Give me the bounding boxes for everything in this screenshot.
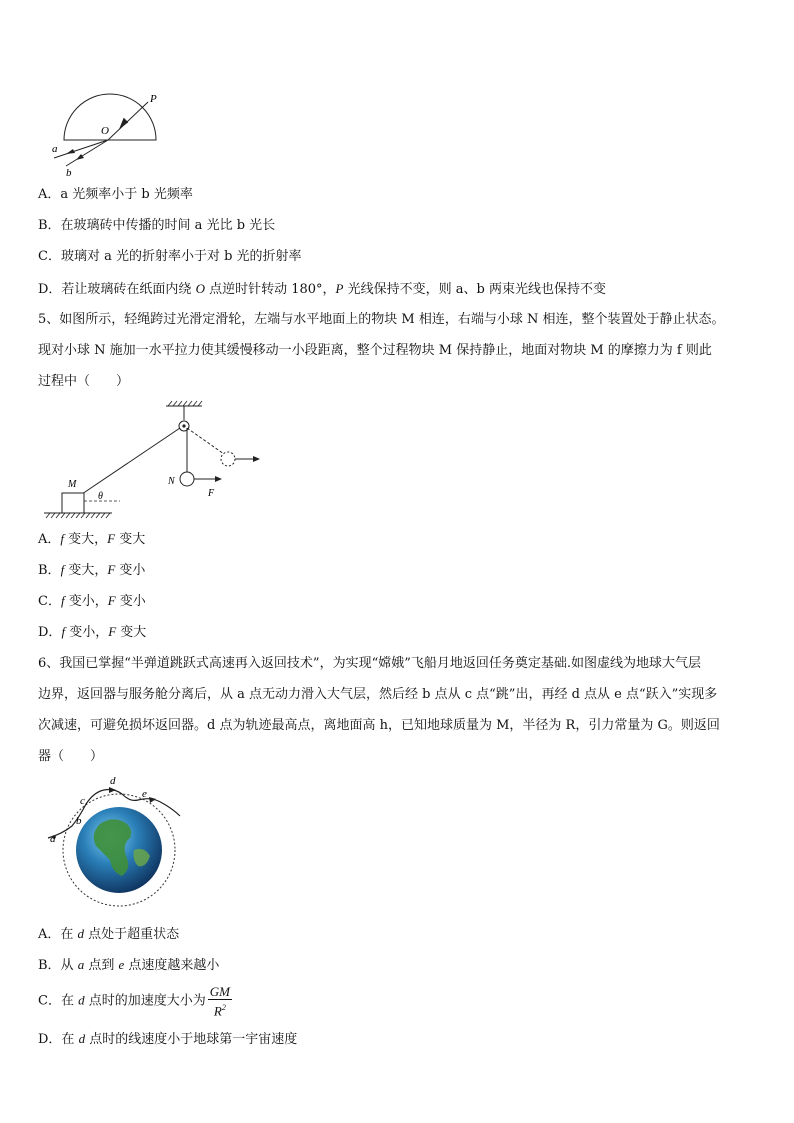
fraction-numerator: GM	[209, 984, 230, 999]
label-f: F	[208, 488, 215, 499]
gm-over-r2-fraction	[208, 984, 232, 1018]
q4-d-p: P	[335, 281, 344, 296]
force-arrowhead	[215, 476, 222, 482]
label-a: a	[52, 143, 58, 155]
semicircle-glass	[64, 94, 156, 140]
q5-d-letter: D．	[38, 625, 62, 640]
ball-new-position	[221, 452, 235, 466]
q6-option-c	[38, 984, 232, 1018]
ceiling-hatch	[168, 401, 202, 406]
q5-b-text1: 变大，	[64, 563, 108, 578]
q6-c-prefix: C．在	[38, 993, 79, 1009]
q4-option-d	[38, 280, 606, 299]
q6-stem-line4: 器（ ）	[38, 749, 104, 764]
q4-option-c: C．玻璃对 a 光的折射率小于对 b 光的折射率	[38, 249, 302, 264]
q6-a-suffix: 点处于超重状态	[84, 927, 180, 942]
q5-c-letter: C．	[38, 594, 61, 609]
q6-a-var: d	[77, 926, 85, 941]
ball-n	[180, 472, 194, 486]
q4-d-mid: 点逆时针转动 180°，	[204, 282, 336, 297]
label-b: b	[76, 815, 82, 827]
q5-a-f: f	[60, 531, 65, 546]
label-o: O	[101, 125, 109, 137]
q5-stem-line2: 现对小球 N 施加一水平拉力使其缓慢移动一小段距离，整个过程物块 M 保持静止，地面对物块 M 的摩擦力为 f 则此	[38, 343, 712, 358]
q4-d-prefix: D．若让玻璃砖在纸面内绕	[38, 282, 196, 297]
q4-d-o: O	[195, 281, 205, 296]
q6-c-suffix: 点时的加速度大小为	[84, 993, 206, 1009]
q6-d-var: d	[78, 1031, 86, 1046]
q5-d-text2: 变大	[116, 625, 147, 640]
ground-hatch	[46, 513, 110, 518]
block-m	[62, 493, 84, 513]
q5-option-c	[38, 592, 146, 611]
ray-b-arrow	[76, 154, 84, 160]
q6-stem-line3: 次减速，可避免损坏返回器。d 点为轨迹最高点，离地面高 h，已知地球质量为 M，半径为 R，引力常量为 G。则返回	[38, 718, 720, 733]
rope-left	[82, 428, 180, 494]
label-a: a	[50, 833, 56, 845]
q4-option-b: B．在玻璃砖中传播的时间 a 光比 b 光长	[38, 218, 276, 233]
ray-p-arrow	[120, 118, 128, 128]
q5-a-text1: 变大，	[64, 532, 108, 547]
q4-option-a: A．a 光频率小于 b 光频率	[38, 187, 193, 202]
fraction-denominator-exp: 2	[221, 1003, 226, 1012]
q6-b-var1: a	[77, 957, 85, 972]
ray-a-arrow	[66, 149, 75, 154]
q5-c-text1: 变小，	[64, 594, 108, 609]
q5-d-F: F	[108, 624, 117, 639]
q5-option-a	[38, 530, 145, 549]
label-theta: θ	[98, 491, 103, 502]
q4-d-suffix: 光线保持不变，则 a、b 两束光线也保持不变	[343, 282, 606, 297]
q5-b-F: F	[107, 562, 116, 577]
fraction-denominator	[208, 1000, 232, 1018]
label-e: e	[142, 788, 147, 800]
q5-a-text2: 变大	[115, 532, 146, 547]
label-b: b	[66, 167, 72, 178]
force-arrowhead-new	[253, 456, 260, 462]
trajectory-arrow-d	[109, 787, 116, 793]
q5-b-f: f	[60, 562, 65, 577]
q6-a-prefix: A．在	[38, 927, 78, 942]
q5-d-text1: 变小，	[65, 625, 109, 640]
q6-option-d	[38, 1030, 297, 1049]
q6-stem-line2: 边界，返回器与服务舱分离后，从 a 点无动力滑入大气层，然后经 b 点从 c 点“跳”出，再经 d 点从 e 点“跃入”实现多	[38, 687, 718, 702]
q5-stem-line3: 过程中（ ）	[38, 374, 130, 389]
fraction-denominator-base: R	[213, 1003, 222, 1019]
q6-b-prefix: B．从	[38, 958, 78, 973]
q5-c-text2: 变小	[115, 594, 146, 609]
label-p: P	[150, 93, 157, 105]
q6-stem-line1: 6、我国已掌握“半弹道跳跃式高速再入返回技术”，为实现“嫦娥”飞船月地返回任务奠定基础.如图虚线为地球大气层	[38, 656, 701, 671]
q6-b-suffix: 点速度越来越小	[124, 958, 220, 973]
label-d: d	[110, 775, 116, 787]
pulley-figure	[40, 398, 270, 524]
q5-a-letter: A．	[38, 532, 61, 547]
q5-c-F: F	[107, 593, 116, 608]
q6-b-var2: e	[118, 957, 125, 972]
q6-d-suffix: 点时的线速度小于地球第一宇宙速度	[85, 1032, 298, 1047]
q6-c-var: d	[78, 992, 85, 1008]
rope-dashed	[187, 428, 224, 454]
q6-option-a	[38, 925, 179, 944]
refraction-figure	[44, 84, 174, 178]
ray-p	[108, 102, 148, 140]
q6-d-prefix: D．在	[38, 1032, 79, 1047]
q5-a-F: F	[107, 531, 116, 546]
label-m: M	[68, 479, 77, 490]
q5-d-f: f	[61, 624, 66, 639]
q6-option-b	[38, 956, 219, 975]
q5-stem-line1: 5、如图所示，轻绳跨过光滑定滑轮，左端与水平地面上的物块 M 相连，右端与小球 N 相连，整个装置处于静止状态。	[38, 312, 725, 327]
q5-c-f: f	[60, 593, 65, 608]
q5-option-b	[38, 561, 145, 580]
label-n: N	[168, 476, 175, 487]
q6-b-mid: 点到	[84, 958, 119, 973]
q5-b-text2: 变小	[115, 563, 146, 578]
pulley-axle	[182, 424, 185, 427]
q5-b-letter: B．	[38, 563, 61, 578]
earth-figure	[42, 772, 187, 912]
q5-option-d	[38, 623, 146, 642]
label-c: c	[80, 795, 85, 807]
